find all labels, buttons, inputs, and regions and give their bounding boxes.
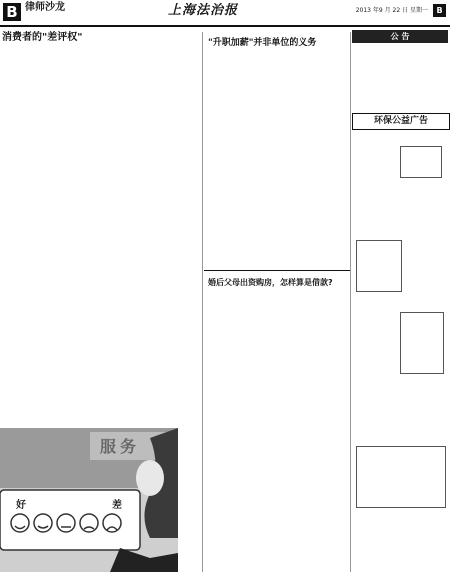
article-middle-byline bbox=[208, 55, 258, 75]
article-middle-headline: "升职加薪"并非单位的义务 bbox=[208, 38, 317, 48]
article-left-headline: 消费者的"差评权" bbox=[2, 32, 83, 43]
masthead bbox=[0, 0, 450, 26]
notice-text bbox=[352, 46, 448, 108]
illustration-label-bad: 差 bbox=[112, 500, 122, 511]
article-left-body bbox=[36, 47, 118, 422]
service-rating-illustration bbox=[0, 428, 178, 572]
article-bottom-byline bbox=[208, 294, 258, 314]
article-bottom-body bbox=[260, 294, 348, 569]
column-divider bbox=[202, 32, 203, 572]
issue-date: 2013 年9 月 22 日 星期一 bbox=[355, 7, 428, 14]
page-tag: B bbox=[3, 3, 21, 21]
illustration-sign-text: 服务 bbox=[100, 437, 141, 456]
ad-illustration-1 bbox=[400, 146, 442, 178]
article-bottom-headline: 婚后父母出资购房，怎样算是借款? bbox=[208, 278, 333, 287]
masthead-rule bbox=[0, 25, 450, 27]
article-left-pullquote bbox=[2, 345, 32, 425]
notice-tag: 公 告 bbox=[352, 30, 448, 43]
article-left-body-col2 bbox=[122, 47, 200, 422]
page-number: B bbox=[433, 4, 446, 17]
paper-title: 上海法治报 bbox=[168, 3, 239, 18]
article-middle-pullquote bbox=[208, 190, 258, 260]
rating-illustration-svg bbox=[0, 428, 178, 572]
rail-divider bbox=[350, 32, 351, 572]
ad-headline: 环保公益广告 bbox=[352, 113, 450, 130]
article-left-byline bbox=[2, 47, 32, 67]
section-divider bbox=[204, 270, 350, 271]
ad-illustration-3 bbox=[400, 312, 444, 374]
ad-illustration-4 bbox=[356, 446, 446, 508]
article-bottom-pullquote bbox=[208, 440, 258, 530]
illustration-label-good: 好 bbox=[16, 500, 26, 511]
ad-illustration-2 bbox=[356, 240, 402, 292]
article-middle-body bbox=[260, 55, 348, 265]
section-name: 律师沙龙 bbox=[25, 2, 65, 13]
